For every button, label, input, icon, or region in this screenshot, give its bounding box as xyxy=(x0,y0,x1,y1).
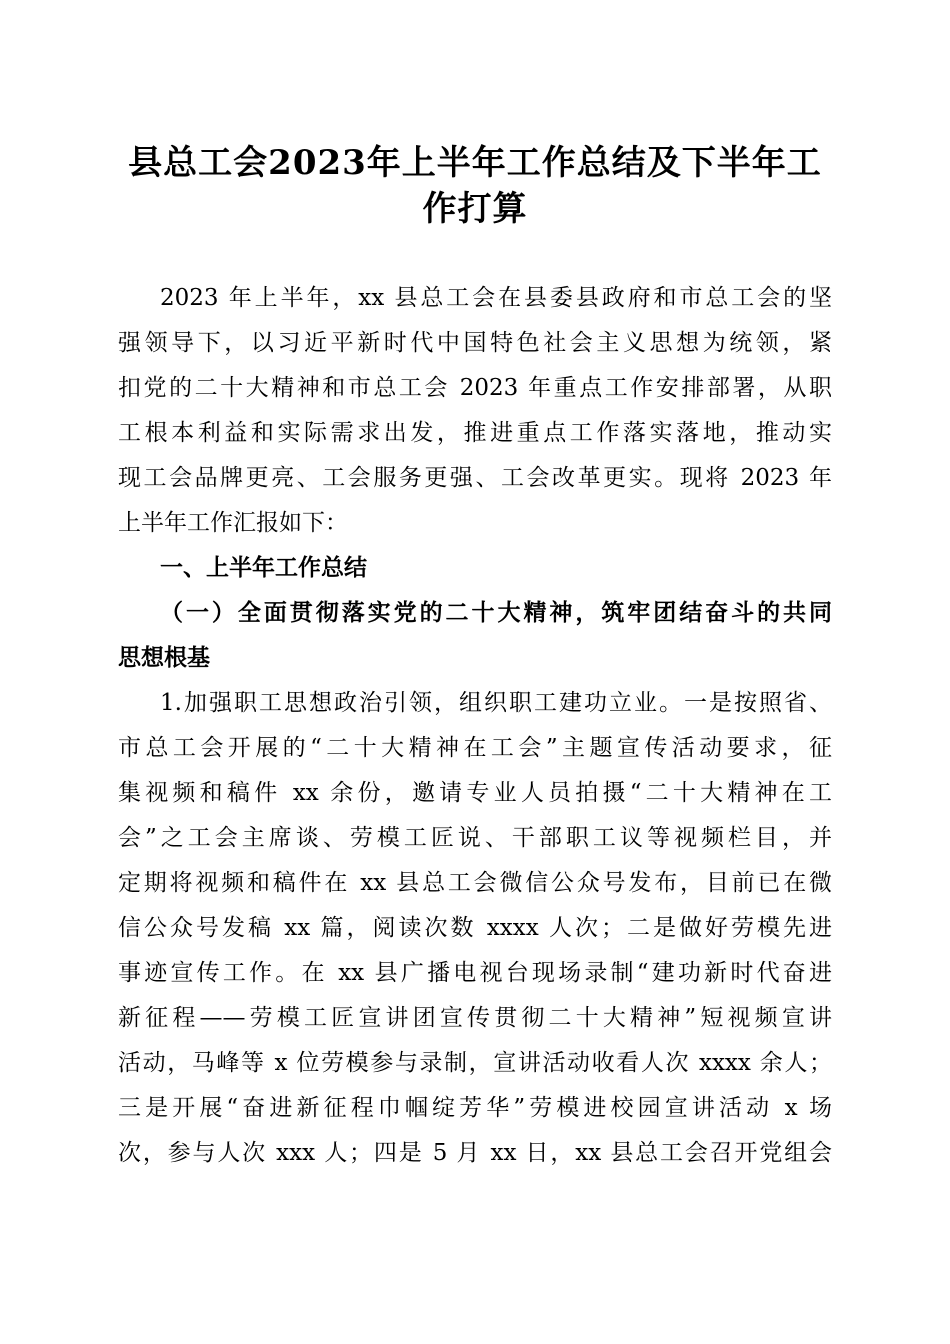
item-line: 定期将视频和稿件在 xx 县总工会微信公众号发布，目前已在微 xyxy=(118,870,832,896)
item-line: 次，参与人次 xxx 人；四是 5 月 xx 日，xx 县总工会召开党组会 xyxy=(118,1140,832,1166)
item-line: 集视频和稿件 xx 余份，邀请专业人员拍摄“二十大精神在工 xyxy=(118,780,832,806)
subsection-heading-line: （一）全面贯彻落实党的二十大精神，筑牢团结奋斗的共同 xyxy=(160,599,832,626)
item-line: 信公众号发稿 xx 篇，阅读次数 xxxx 人次；二是做好劳模先进 xyxy=(118,915,832,941)
item-line: 事迹宣传工作。在 xx 县广播电视台现场录制“建功新时代奋进 xyxy=(118,960,832,986)
document-title-line-1: 县总工会2023年上半年工作总结及下半年工 xyxy=(128,143,822,183)
item-line: 1.加强职工思想政治引领，组织职工建功立业。一是按照省、 xyxy=(160,690,832,716)
item-line: 新征程——劳模工匠宣讲团宣传贯彻二十大精神”短视频宣讲 xyxy=(118,1005,832,1031)
intro-line: 2023 年上半年，xx 县总工会在县委县政府和市总工会的坚 xyxy=(160,285,832,311)
intro-line: 上半年工作汇报如下： xyxy=(118,510,348,536)
intro-line: 现工会品牌更亮、工会服务更强、工会改革更实。现将 2023 年 xyxy=(118,465,832,491)
subsection-heading-line: 思想根基 xyxy=(118,644,210,671)
item-line: 市总工会开展的“二十大精神在工会”主题宣传活动要求，征 xyxy=(118,735,832,761)
item-line: 三是开展“奋进新征程巾帼绽芳华”劳模进校园宣讲活动 x 场 xyxy=(118,1095,832,1121)
intro-line: 工根本利益和实际需求出发，推进重点工作落实落地，推动实 xyxy=(118,420,832,446)
intro-line: 强领导下，以习近平新时代中国特色社会主义思想为统领，紧 xyxy=(118,330,832,356)
section-heading: 一、上半年工作总结 xyxy=(160,555,367,581)
item-line: 会”之工会主席谈、劳模工匠说、干部职工议等视频栏目，并 xyxy=(118,825,832,851)
intro-line: 扣党的二十大精神和市总工会 2023 年重点工作安排部署，从职 xyxy=(118,375,832,401)
document-title-line-2: 作打算 xyxy=(422,189,528,229)
item-line: 活动，马峰等 x 位劳模参与录制，宣讲活动收看人次 xxxx 余人； xyxy=(118,1050,832,1076)
